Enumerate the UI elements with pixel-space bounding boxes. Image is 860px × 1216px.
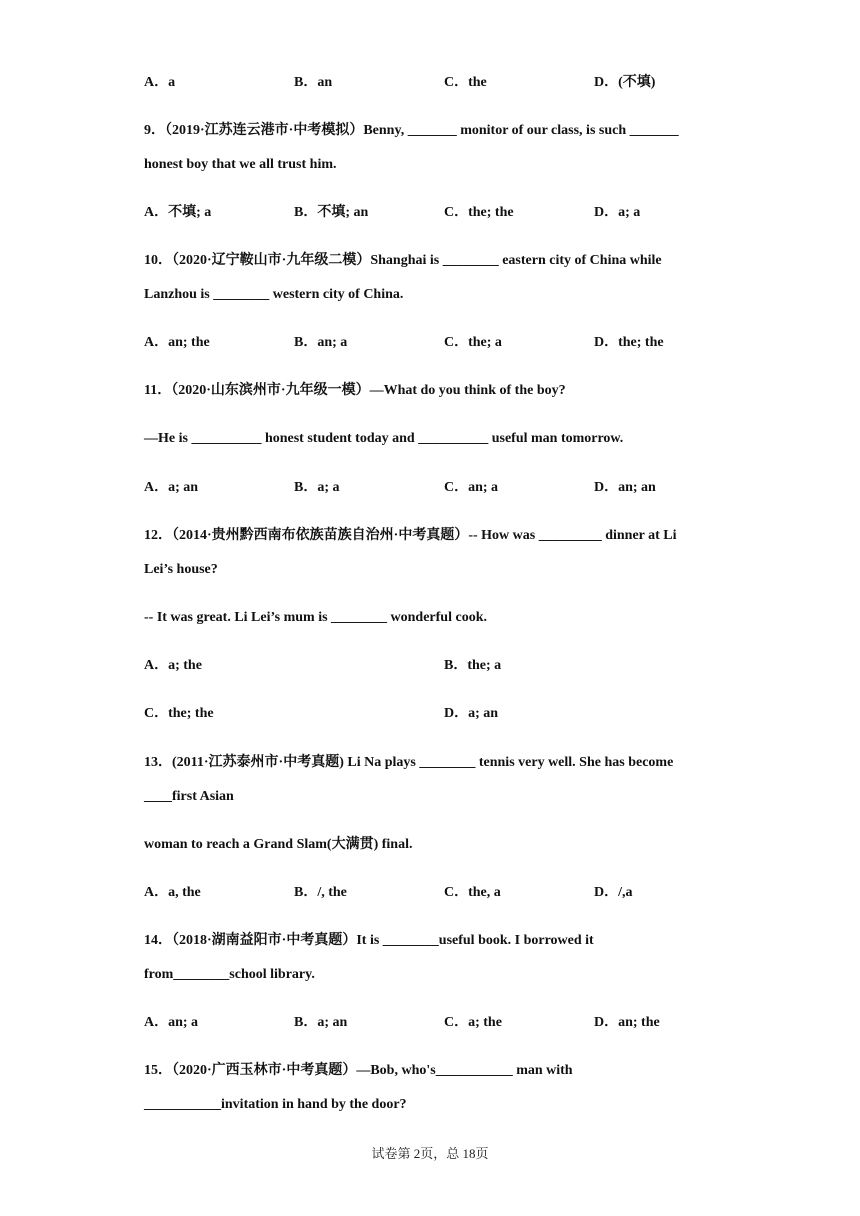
option-b: B．the; a xyxy=(444,658,502,673)
question-stem-continued: honest boy that we all trust him. xyxy=(144,157,337,172)
option-c: C．a; the xyxy=(444,1015,502,1030)
option-a: A．an; the xyxy=(144,335,210,350)
option-d: D．an; the xyxy=(594,1015,660,1030)
question-stem: 12．（2014·贵州黔西南布依族苗族自治州·中考真题）-- How was _________ dinner at Li xyxy=(144,528,677,543)
option-c: C．the xyxy=(444,75,487,90)
option-a: A．a; the xyxy=(144,658,202,673)
option-a: A．a, the xyxy=(144,885,201,900)
question-stem: 14．（2018·湖南益阳市·中考真题）It is ________useful book. I borrowed it xyxy=(144,933,594,948)
option-a: A．a; an xyxy=(144,480,199,495)
question-dialogue: -- It was great. Li Lei’s mum is ________ wonderful cook. xyxy=(144,610,487,625)
option-c: C．the, a xyxy=(444,885,501,900)
question-stem-continued: Lanzhou is ________ western city of China. xyxy=(144,287,404,302)
question-stem: 13．(2011·江苏泰州市·中考真题) Li Na plays ________ tennis very well. She has become xyxy=(144,755,674,770)
option-b: B．不填; an xyxy=(294,205,369,220)
option-b: B．an xyxy=(294,75,333,90)
question-stem-continued: from________school library. xyxy=(144,967,315,982)
question-stem: 15．（2020·广西玉林市·中考真题）—Bob, who's___________ man with xyxy=(144,1063,573,1078)
question-stem-continued: Lei’s house? xyxy=(144,562,218,577)
option-d: D．a; an xyxy=(444,706,499,721)
option-b: B．a; an xyxy=(294,1015,348,1030)
question-stem-continued: ___________invitation in hand by the door? xyxy=(144,1097,407,1112)
option-c: C．the; the xyxy=(144,706,214,721)
option-d: D．/,a xyxy=(594,885,633,900)
option-a: A．an; a xyxy=(144,1015,199,1030)
option-d: D．(不填) xyxy=(594,75,656,90)
option-b: B．an; a xyxy=(294,335,348,350)
page-footer: 试卷第 2页，总 18页 xyxy=(371,1146,489,1161)
option-b: B．/, the xyxy=(294,885,347,900)
option-c: C．the; a xyxy=(444,335,502,350)
option-a: A．a xyxy=(144,75,176,90)
question-stem: 11．（2020·山东滨州市·九年级一模）—What do you think of the boy? xyxy=(144,383,566,398)
option-c: C．the; the xyxy=(444,205,514,220)
option-a: A．不填; a xyxy=(144,205,212,220)
question-stem: 9．（2019·江苏连云港市·中考模拟）Benny, _______ monitor of our class, is such _______ xyxy=(144,123,679,138)
option-d: D．a; a xyxy=(594,205,641,220)
question-stem-continued: ____first Asian xyxy=(144,789,234,804)
question-stem: 10．（2020·辽宁鞍山市·九年级二模）Shanghai is ________ eastern city of China while xyxy=(144,253,662,268)
option-d: D．an; an xyxy=(594,480,656,495)
question-dialogue: —He is __________ honest student today and __________ useful man tomorrow. xyxy=(144,431,624,446)
option-b: B．a; a xyxy=(294,480,340,495)
question-stem-continued: woman to reach a Grand Slam(大满贯) final. xyxy=(144,837,413,852)
option-c: C．an; a xyxy=(444,480,499,495)
option-d: D．the; the xyxy=(594,335,664,350)
